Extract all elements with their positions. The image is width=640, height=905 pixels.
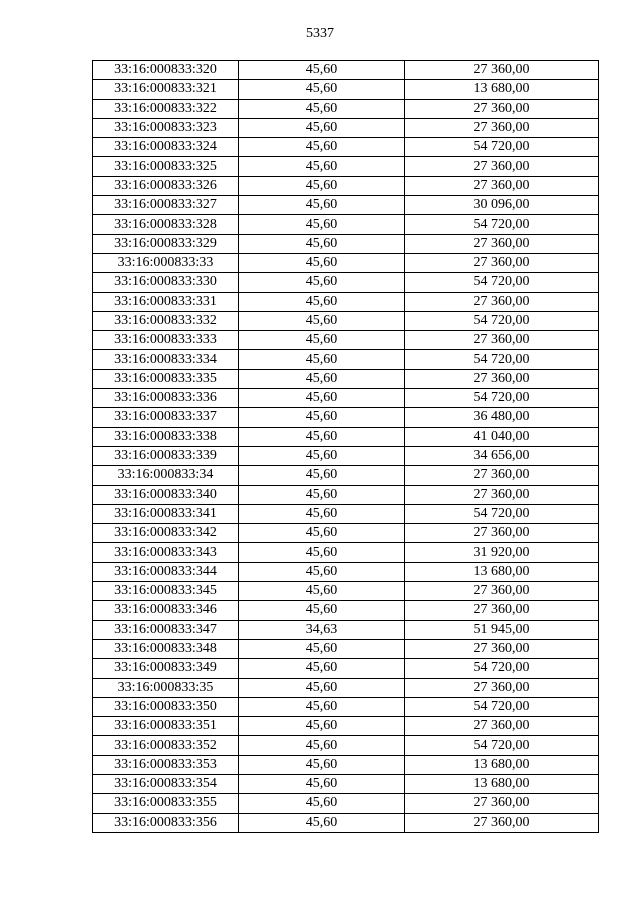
table-row [93,331,599,350]
table-row [93,99,599,118]
rate-cell: 45,60 [239,601,405,620]
cadastral-number-cell: 33:16:000833:332 [93,311,239,330]
cadastral-number-cell: 33:16:000833:322 [93,99,239,118]
rate-cell: 45,60 [239,639,405,658]
cadastral-number-cell: 33:16:000833:340 [93,485,239,504]
cadastral-number-cell: 33:16:000833:350 [93,697,239,716]
amount-cell: 27 360,00 [405,99,599,118]
cadastral-number-cell: 33:16:000833:328 [93,215,239,234]
table-row [93,678,599,697]
table-row [93,61,599,80]
table-row [93,157,599,176]
cadastral-number-cell: 33:16:000833:347 [93,620,239,639]
amount-cell: 13 680,00 [405,80,599,99]
rate-cell: 45,60 [239,389,405,408]
amount-cell: 54 720,00 [405,736,599,755]
rate-cell: 45,60 [239,736,405,755]
table-row [93,813,599,832]
amount-cell: 13 680,00 [405,562,599,581]
cadastral-number-cell: 33:16:000833:330 [93,273,239,292]
cadastral-number-cell: 33:16:000833:33 [93,253,239,272]
amount-cell: 31 920,00 [405,543,599,562]
cadastral-number-cell: 33:16:000833:343 [93,543,239,562]
rate-cell: 45,60 [239,292,405,311]
rate-cell: 45,60 [239,446,405,465]
cadastral-number-cell: 33:16:000833:354 [93,774,239,793]
cadastral-number-cell: 33:16:000833:35 [93,678,239,697]
table-row [93,601,599,620]
table-row [93,196,599,215]
amount-cell: 27 360,00 [405,678,599,697]
amount-cell: 13 680,00 [405,774,599,793]
rate-cell: 45,60 [239,99,405,118]
cadastral-number-cell: 33:16:000833:356 [93,813,239,832]
rate-cell: 45,60 [239,311,405,330]
rate-cell: 45,60 [239,717,405,736]
cadastral-number-cell: 33:16:000833:326 [93,176,239,195]
rate-cell: 45,60 [239,215,405,234]
table-row [93,427,599,446]
amount-cell: 27 360,00 [405,466,599,485]
rate-cell: 45,60 [239,176,405,195]
cadastral-number-cell: 33:16:000833:349 [93,659,239,678]
cadastral-number-cell: 33:16:000833:346 [93,601,239,620]
rate-cell: 45,60 [239,253,405,272]
amount-cell: 34 656,00 [405,446,599,465]
rate-cell: 45,60 [239,408,405,427]
rate-cell: 45,60 [239,331,405,350]
amount-cell: 30 096,00 [405,196,599,215]
rate-cell: 45,60 [239,485,405,504]
cadastral-table [92,60,599,833]
cadastral-number-cell: 33:16:000833:345 [93,582,239,601]
amount-cell: 27 360,00 [405,61,599,80]
rate-cell: 34,63 [239,620,405,639]
table-row [93,466,599,485]
table-row [93,794,599,813]
table-row [93,620,599,639]
cadastral-number-cell: 33:16:000833:334 [93,350,239,369]
cadastral-number-cell: 33:16:000833:320 [93,61,239,80]
amount-cell: 27 360,00 [405,524,599,543]
table-row [93,138,599,157]
table-row [93,774,599,793]
cadastral-number-cell: 33:16:000833:329 [93,234,239,253]
amount-cell: 27 360,00 [405,176,599,195]
table-row [93,118,599,137]
amount-cell: 54 720,00 [405,273,599,292]
table-row [93,717,599,736]
amount-cell: 36 480,00 [405,408,599,427]
amount-cell: 54 720,00 [405,311,599,330]
amount-cell: 54 720,00 [405,138,599,157]
rate-cell: 45,60 [239,466,405,485]
table-row [93,253,599,272]
table-row [93,408,599,427]
amount-cell: 54 720,00 [405,215,599,234]
cadastral-number-cell: 33:16:000833:355 [93,794,239,813]
table-row [93,562,599,581]
cadastral-number-cell: 33:16:000833:344 [93,562,239,581]
table-row [93,504,599,523]
cadastral-number-cell: 33:16:000833:352 [93,736,239,755]
table-row [93,80,599,99]
table-row [93,311,599,330]
table-row [93,697,599,716]
table-row [93,639,599,658]
cadastral-number-cell: 33:16:000833:339 [93,446,239,465]
table-row [93,485,599,504]
amount-cell: 54 720,00 [405,659,599,678]
table-row [93,755,599,774]
table-row [93,524,599,543]
table-row [93,215,599,234]
cadastral-number-cell: 33:16:000833:336 [93,389,239,408]
table-row [93,582,599,601]
amount-cell: 54 720,00 [405,697,599,716]
rate-cell: 45,60 [239,678,405,697]
rate-cell: 45,60 [239,234,405,253]
rate-cell: 45,60 [239,157,405,176]
rate-cell: 45,60 [239,755,405,774]
rate-cell: 45,60 [239,562,405,581]
amount-cell: 51 945,00 [405,620,599,639]
amount-cell: 27 360,00 [405,331,599,350]
cadastral-number-cell: 33:16:000833:323 [93,118,239,137]
rate-cell: 45,60 [239,80,405,99]
cadastral-number-cell: 33:16:000833:333 [93,331,239,350]
table-row [93,446,599,465]
cadastral-number-cell: 33:16:000833:342 [93,524,239,543]
table-row [93,292,599,311]
cadastral-number-cell: 33:16:000833:348 [93,639,239,658]
rate-cell: 45,60 [239,794,405,813]
rate-cell: 45,60 [239,196,405,215]
rate-cell: 45,60 [239,118,405,137]
table-body [93,61,599,833]
rate-cell: 45,60 [239,774,405,793]
rate-cell: 45,60 [239,582,405,601]
cadastral-number-cell: 33:16:000833:341 [93,504,239,523]
rate-cell: 45,60 [239,427,405,446]
cadastral-number-cell: 33:16:000833:351 [93,717,239,736]
amount-cell: 27 360,00 [405,813,599,832]
amount-cell: 27 360,00 [405,118,599,137]
cadastral-number-cell: 33:16:000833:324 [93,138,239,157]
amount-cell: 54 720,00 [405,389,599,408]
table-row [93,234,599,253]
amount-cell: 27 360,00 [405,253,599,272]
page-number: 5337 [306,26,334,41]
amount-cell: 27 360,00 [405,582,599,601]
table-row [93,369,599,388]
rate-cell: 45,60 [239,369,405,388]
amount-cell: 13 680,00 [405,755,599,774]
rate-cell: 45,60 [239,504,405,523]
amount-cell: 27 360,00 [405,292,599,311]
cadastral-number-cell: 33:16:000833:331 [93,292,239,311]
cadastral-number-cell: 33:16:000833:337 [93,408,239,427]
rate-cell: 45,60 [239,138,405,157]
amount-cell: 54 720,00 [405,350,599,369]
amount-cell: 27 360,00 [405,234,599,253]
rate-cell: 45,60 [239,61,405,80]
cadastral-number-cell: 33:16:000833:338 [93,427,239,446]
table-row [93,389,599,408]
cadastral-number-cell: 33:16:000833:325 [93,157,239,176]
table-row [93,659,599,678]
rate-cell: 45,60 [239,524,405,543]
rate-cell: 45,60 [239,350,405,369]
amount-cell: 27 360,00 [405,639,599,658]
cadastral-number-cell: 33:16:000833:34 [93,466,239,485]
amount-cell: 27 360,00 [405,794,599,813]
table-row [93,543,599,562]
amount-cell: 27 360,00 [405,601,599,620]
table-row [93,176,599,195]
amount-cell: 27 360,00 [405,485,599,504]
cadastral-number-cell: 33:16:000833:321 [93,80,239,99]
table-row [93,736,599,755]
cadastral-number-cell: 33:16:000833:327 [93,196,239,215]
amount-cell: 54 720,00 [405,504,599,523]
cadastral-number-cell: 33:16:000833:335 [93,369,239,388]
amount-cell: 41 040,00 [405,427,599,446]
rate-cell: 45,60 [239,659,405,678]
amount-cell: 27 360,00 [405,717,599,736]
cadastral-number-cell: 33:16:000833:353 [93,755,239,774]
rate-cell: 45,60 [239,273,405,292]
amount-cell: 27 360,00 [405,157,599,176]
table-row [93,350,599,369]
table-row [93,273,599,292]
rate-cell: 45,60 [239,813,405,832]
amount-cell: 27 360,00 [405,369,599,388]
rate-cell: 45,60 [239,697,405,716]
rate-cell: 45,60 [239,543,405,562]
